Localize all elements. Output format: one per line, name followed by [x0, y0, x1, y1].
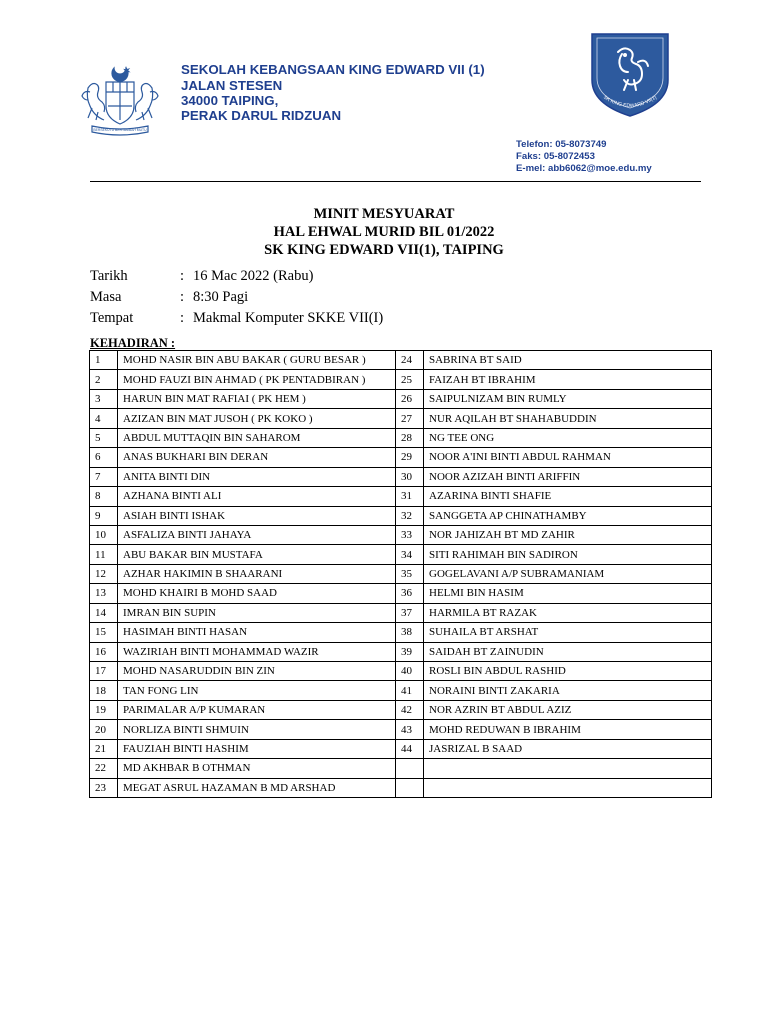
attendee-number: 43: [396, 720, 424, 739]
attendee-number: 23: [90, 778, 118, 797]
coat-of-arms-icon: [70, 62, 170, 138]
attendee-number: 32: [396, 506, 424, 525]
document-subtitle: HAL EHWAL MURID BIL 01/2022: [273, 224, 495, 240]
attendee-name: FAIZAH BT IBRAHIM: [424, 370, 712, 389]
attendee-number: 40: [396, 662, 424, 681]
svg-text:SK KING EDWARD VII(1): SK KING EDWARD VII(1): [602, 94, 658, 110]
table-row: [90, 506, 712, 525]
attendee-name: SUHAILA BT ARSHAT: [424, 623, 712, 642]
attendee-name: FAUZIAH BINTI HASHIM: [118, 739, 396, 758]
attendee-name: AZARINA BINTI SHAFIE: [424, 487, 712, 506]
attendee-number: 44: [396, 739, 424, 758]
attendee-number: 5: [90, 428, 118, 447]
table-row: [90, 428, 712, 447]
header-divider: [90, 181, 701, 182]
attendee-name: JASRIZAL B SAAD: [424, 739, 712, 758]
attendee-number: 9: [90, 506, 118, 525]
attendee-name: SANGGETA AP CHINATHAMBY: [424, 506, 712, 525]
table-row: [90, 720, 712, 739]
attendee-number: 30: [396, 467, 424, 486]
table-row: [90, 603, 712, 622]
attendee-number: 20: [90, 720, 118, 739]
attendee-name: NOR AZRIN BT ABDUL AZIZ: [424, 700, 712, 719]
attendee-name: ASFALIZA BINTI JAHAYA: [118, 525, 396, 544]
table-row: [90, 448, 712, 467]
attendee-name: NG TEE ONG: [424, 428, 712, 447]
attendee-number: 8: [90, 487, 118, 506]
table-row: [90, 584, 712, 603]
attendee-number: 3: [90, 389, 118, 408]
attendee-number: 33: [396, 525, 424, 544]
attendee-number: 36: [396, 584, 424, 603]
attendee-name: IMRAN BIN SUPIN: [118, 603, 396, 622]
attendee-name: HASIMAH BINTI HASAN: [118, 623, 396, 642]
attendee-name: MOHD REDUWAN B IBRAHIM: [424, 720, 712, 739]
info-label: Masa: [90, 289, 122, 305]
attendee-name: [424, 759, 712, 778]
info-row-place: [90, 309, 383, 327]
info-separator: :: [180, 289, 185, 305]
attendee-number: 18: [90, 681, 118, 700]
table-row: [90, 467, 712, 486]
table-row: [90, 778, 712, 797]
attendee-name: NORLIZA BINTI SHMUIN: [118, 720, 396, 739]
info-value: Makmal Komputer SKKE VII(I): [193, 310, 384, 326]
contact-fax: Faks: 05-8072453: [516, 151, 595, 162]
info-row-date: [90, 267, 313, 285]
table-row: [90, 739, 712, 758]
attendee-number: 7: [90, 467, 118, 486]
document-title: MINIT MESYUARAT: [313, 206, 455, 222]
table-row: [90, 487, 712, 506]
attendee-name: GOGELAVANI A/P SUBRAMANIAM: [424, 564, 712, 583]
attendance-table: [89, 350, 712, 798]
attendee-name: AZHAR HAKIMIN B SHAARANI: [118, 564, 396, 583]
info-separator: :: [180, 268, 185, 284]
attendee-name: ABDUL MUTTAQIN BIN SAHAROM: [118, 428, 396, 447]
attendee-name: NOOR A'INI BINTI ABDUL RAHMAN: [424, 448, 712, 467]
contact-phone: Telefon: 05-8073749: [516, 139, 607, 150]
table-row: [90, 545, 712, 564]
attendee-number: 31: [396, 487, 424, 506]
table-row: [90, 681, 712, 700]
attendee-name: ASIAH BINTI ISHAK: [118, 506, 396, 525]
attendee-name: [424, 778, 712, 797]
attendee-number: 1: [90, 351, 118, 370]
info-separator: :: [180, 310, 185, 326]
attendee-name: ABU BAKAR BIN MUSTAFA: [118, 545, 396, 564]
attendee-name: HELMI BIN HASIM: [424, 584, 712, 603]
attendee-number: 15: [90, 623, 118, 642]
attendee-name: HARMILA BT RAZAK: [424, 603, 712, 622]
attendee-number: 25: [396, 370, 424, 389]
attendee-number: 13: [90, 584, 118, 603]
attendee-name: NORAINI BINTI ZAKARIA: [424, 681, 712, 700]
attendee-number: 11: [90, 545, 118, 564]
info-label: Tarikh: [90, 268, 128, 284]
attendee-number: 21: [90, 739, 118, 758]
attendee-number: 41: [396, 681, 424, 700]
info-row-time: [90, 288, 248, 306]
attendee-name: MOHD NASARUDDIN BIN ZIN: [118, 662, 396, 681]
attendee-number: 22: [90, 759, 118, 778]
attendee-name: PARIMALAR A/P KUMARAN: [118, 700, 396, 719]
address-line: 34000 TAIPING,: [181, 93, 279, 108]
contact-email: E-mel: abb6062@moe.edu.my: [516, 163, 652, 174]
attendee-name: AZIZAN BIN MAT JUSOH ( PK KOKO ): [118, 409, 396, 428]
attendee-name: MOHD NASIR BIN ABU BAKAR ( GURU BESAR ): [118, 351, 396, 370]
info-value: 8:30 Pagi: [193, 289, 249, 305]
attendee-number: 34: [396, 545, 424, 564]
document-subtitle: SK KING EDWARD VII(1), TAIPING: [264, 242, 504, 258]
info-label: Tempat: [90, 310, 134, 326]
attendee-number: 42: [396, 700, 424, 719]
attendee-number: 24: [396, 351, 424, 370]
table-row: [90, 700, 712, 719]
school-name: SEKOLAH KEBANGSAAN KING EDWARD VII (1): [181, 62, 485, 77]
attendee-number: [396, 759, 424, 778]
attendee-number: 2: [90, 370, 118, 389]
attendee-name: WAZIRIAH BINTI MOHAMMAD WAZIR: [118, 642, 396, 661]
attendee-name: NOR JAHIZAH BT MD ZAHIR: [424, 525, 712, 544]
attendance-heading: KEHADIRAN :: [90, 336, 176, 350]
table-row: [90, 389, 712, 408]
attendee-name: HARUN BIN MAT RAFIAI ( PK HEM ): [118, 389, 396, 408]
attendee-number: 37: [396, 603, 424, 622]
attendee-number: 26: [396, 389, 424, 408]
attendee-number: 27: [396, 409, 424, 428]
attendee-name: MEGAT ASRUL HAZAMAN B MD ARSHAD: [118, 778, 396, 797]
table-row: [90, 662, 712, 681]
attendee-number: 10: [90, 525, 118, 544]
attendee-name: ROSLI BIN ABDUL RASHID: [424, 662, 712, 681]
attendee-number: 6: [90, 448, 118, 467]
attendee-number: 28: [396, 428, 424, 447]
table-row: [90, 351, 712, 370]
attendee-name: AZHANA BINTI ALI: [118, 487, 396, 506]
attendee-number: 39: [396, 642, 424, 661]
address-line: PERAK DARUL RIDZUAN: [181, 108, 342, 123]
table-row: [90, 759, 712, 778]
info-value: 16 Mac 2022 (Rabu): [193, 268, 314, 284]
attendee-name: SAIDAH BT ZAINUDIN: [424, 642, 712, 661]
table-row: [90, 409, 712, 428]
table-row: [90, 623, 712, 642]
attendee-name: SAIPULNIZAM BIN RUMLY: [424, 389, 712, 408]
attendee-name: MOHD FAUZI BIN AHMAD ( PK PENTADBIRAN ): [118, 370, 396, 389]
attendee-number: 19: [90, 700, 118, 719]
table-row: [90, 525, 712, 544]
attendee-number: 17: [90, 662, 118, 681]
attendee-number: 12: [90, 564, 118, 583]
attendee-number: 38: [396, 623, 424, 642]
attendee-name: ANITA BINTI DIN: [118, 467, 396, 486]
attendee-name: NOOR AZIZAH BINTI ARIFFIN: [424, 467, 712, 486]
attendee-number: 4: [90, 409, 118, 428]
attendee-name: SABRINA BT SAID: [424, 351, 712, 370]
attendee-name: ANAS BUKHARI BIN DERAN: [118, 448, 396, 467]
attendee-name: TAN FONG LIN: [118, 681, 396, 700]
table-row: [90, 642, 712, 661]
attendee-number: 35: [396, 564, 424, 583]
school-crest-icon: [588, 28, 672, 118]
attendee-number: 14: [90, 603, 118, 622]
attendee-number: 16: [90, 642, 118, 661]
attendee-name: NUR AQILAH BT SHAHABUDDIN: [424, 409, 712, 428]
svg-text:BERSEKUTU BERTAMBAH MUTU: BERSEKUTU BERTAMBAH MUTU: [93, 128, 147, 132]
attendee-name: SITI RAHIMAH BIN SADIRON: [424, 545, 712, 564]
attendee-name: MOHD KHAIRI B MOHD SAAD: [118, 584, 396, 603]
table-row: [90, 370, 712, 389]
attendee-number: 29: [396, 448, 424, 467]
address-line: JALAN STESEN: [181, 78, 283, 93]
attendee-name: MD AKHBAR B OTHMAN: [118, 759, 396, 778]
table-row: [90, 564, 712, 583]
attendee-number: [396, 778, 424, 797]
